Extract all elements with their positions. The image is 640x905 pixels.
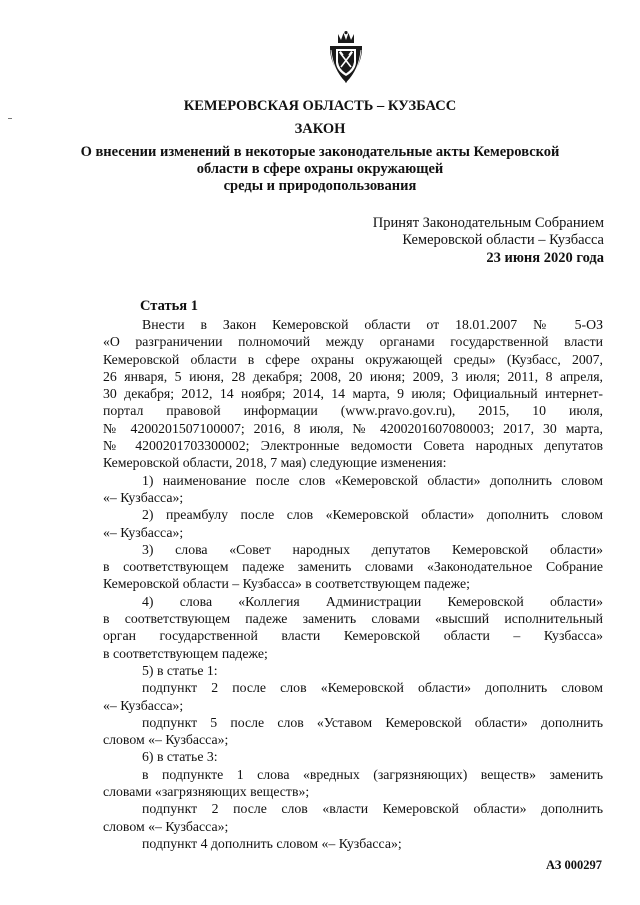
article-body <box>103 316 603 852</box>
body-line: Кемеровской области – Кузбасса» в соответствующем падеже; <box>103 576 470 592</box>
body-line: 5) в статье 1: <box>142 662 218 678</box>
body-line: «О разграничении полномочий между органами государственной власти <box>103 334 603 350</box>
body-line: словами «загрязняющих веществ»; <box>103 784 310 800</box>
law-title-line: среды и природопользования <box>223 178 417 194</box>
body-line: в соответствующем падеже; <box>103 645 268 661</box>
law-title <box>0 144 640 195</box>
serial-number: АЗ 000297 <box>546 858 602 872</box>
margin-mark <box>8 118 12 119</box>
body-line: 3) слова «Совет народных депутатов Кемеровской области» <box>142 541 603 557</box>
adoption-line: Принят Законодательным Собранием <box>372 215 604 231</box>
document-type: ЗАКОН <box>294 121 346 137</box>
body-line: 30 декабря; 2012, 14 ноября; 2014, 14 марта, 9 июля; Официальный интернет- <box>103 386 603 402</box>
law-title-line: области в сфере охраны окружающей <box>196 161 444 177</box>
body-line: Кемеровской области в сфере охраны окружающей среды» (Кузбасс, 2007, <box>103 351 603 367</box>
body-line: орган государственной власти Кемеровской области – Кузбасса» <box>103 628 603 644</box>
body-line: словом «– Кузбасса»; <box>103 732 229 748</box>
body-line: № 4200201507100007; 2016, 8 июля, № 4200201607080003; 2017, 30 марта, <box>103 420 603 436</box>
body-line: № 4200201703300002; Электронные ведомости Совета народных депутатов <box>103 438 603 454</box>
body-line: в соответствующем падеже заменить словами «Законодательное Собрание <box>103 559 603 575</box>
body-line: подпункт 2 после слов «Кемеровской области» дополнить словом <box>142 680 603 696</box>
body-line: 2) преамбулу после слов «Кемеровской области» дополнить словом <box>142 507 603 523</box>
body-line: словом «– Кузбасса»; <box>103 818 229 834</box>
body-line: 6) в статье 3: <box>142 749 218 765</box>
body-line: Внести в Закон Кемеровской области от 18.01.2007 № 5-ОЗ <box>142 317 603 332</box>
body-line: «– Кузбасса»; <box>103 697 184 713</box>
article-heading: Статья 1 <box>140 298 198 314</box>
adoption-date: 23 июня 2020 года <box>486 250 604 266</box>
coat-of-arms-icon <box>327 30 365 86</box>
region-title: КЕМЕРОВСКАЯ ОБЛАСТЬ – КУЗБАСС <box>183 98 457 114</box>
body-line: портал правовой информации (www.pravo.gov.ru), 2015, 10 июля, <box>103 403 603 419</box>
body-line: Кемеровской области, 2018, 7 мая) следующие изменения: <box>103 455 447 471</box>
body-line: «– Кузбасса»; <box>103 489 184 505</box>
body-line: 4) слова «Коллегия Администрации Кемеровской области» <box>142 593 603 609</box>
body-line: в соответствующем падеже заменить словами «высший исполнительный <box>103 611 603 627</box>
body-line: 26 января, 5 июня, 28 декабря; 2008, 20 июня; 2009, 3 июля; 2011, 8 апреля, <box>103 368 603 384</box>
body-line: подпункт 5 после слов «Уставом Кемеровской области» дополнить <box>142 714 603 730</box>
body-line: подпункт 4 дополнить словом «– Кузбасса»; <box>142 835 402 851</box>
body-line: 1) наименование после слов «Кемеровской области» дополнить словом <box>142 472 603 488</box>
law-title-line: О внесении изменений в некоторые законодательные акты Кемеровской <box>80 144 560 160</box>
body-line: подпункт 2 после слов «власти Кемеровской области» дополнить <box>142 801 603 817</box>
body-line: «– Кузбасса»; <box>103 524 184 540</box>
body-line: в подпункте 1 слова «вредных (загрязняющих) веществ» заменить <box>142 766 603 782</box>
adoption-line: Кемеровской области – Кузбасса <box>402 232 604 248</box>
